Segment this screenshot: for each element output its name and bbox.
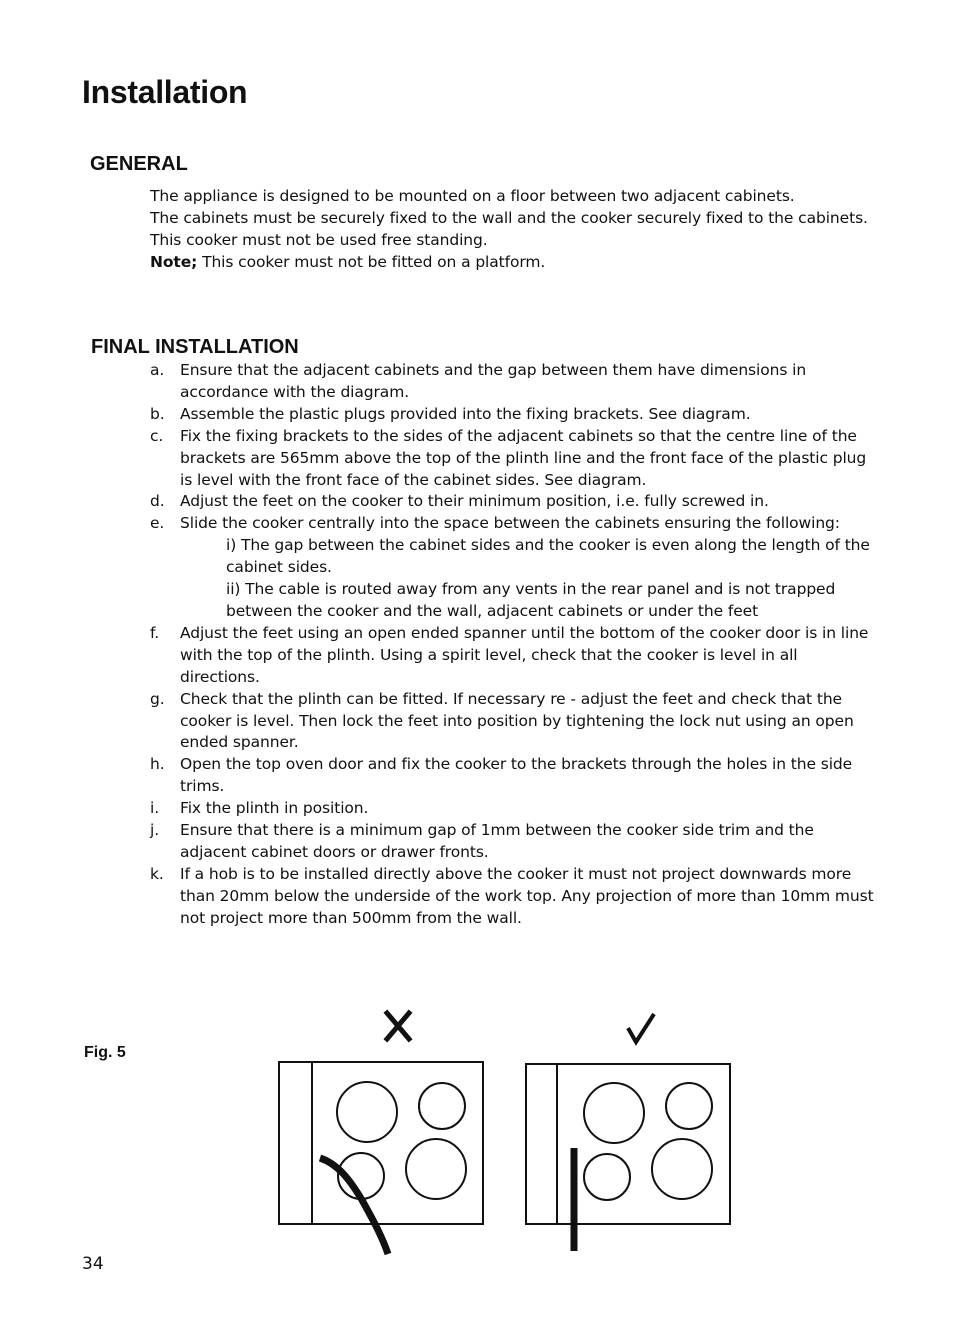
step-sub-item: i) The gap between the cabinet sides and the cooker is even along the length of the cabinet sides. bbox=[226, 536, 870, 577]
step-text: Adjust the feet on the cooker to their minimum position, i.e. fully screwed in. bbox=[180, 492, 769, 511]
step-letter: g. bbox=[150, 689, 165, 708]
burner bbox=[666, 1083, 712, 1129]
final-installation-heading: FINAL INSTALLATION bbox=[91, 336, 299, 358]
page-number: 34 bbox=[82, 1254, 104, 1274]
step-item bbox=[150, 820, 874, 864]
note-label: Note; bbox=[150, 252, 198, 271]
burner bbox=[584, 1083, 644, 1143]
general-note bbox=[150, 252, 870, 274]
general-paragraph: The cabinets must be securely fixed to the wall and the cooker securely fixed to the cabinets. bbox=[150, 208, 868, 227]
step-letter: b. bbox=[150, 404, 165, 423]
step-text: Fix the plinth in position. bbox=[180, 799, 369, 818]
step-sub-item: ii) The cable is routed away from any vents in the rear panel and is not trapped between the cooker and the wall, adjacent cabinets or under the feet bbox=[226, 580, 836, 620]
step-letter: a. bbox=[150, 361, 165, 379]
step-text: Slide the cooker centrally into the space between the cabinets ensuring the following: bbox=[180, 514, 840, 533]
step-item bbox=[150, 623, 874, 689]
step-text: If a hob is to be installed directly above the cooker it must not project downwards more than 20mm below the underside of the work top. Any projection of more than 10mm must not project more than 500mm from the wall. bbox=[180, 864, 874, 927]
cross-icon bbox=[387, 1013, 409, 1039]
burner bbox=[337, 1082, 397, 1142]
hob-panel-incorrect bbox=[279, 1062, 483, 1224]
step-text: Check that the plinth can be fitted. If necessary re - adjust the feet and check that the cooker is level. Then lock the feet into position by tightening the lock nut using an open ended spanner. bbox=[180, 689, 854, 752]
final-installation-steps bbox=[150, 360, 874, 930]
step-letter: d. bbox=[150, 492, 165, 511]
step-letter: j. bbox=[150, 821, 160, 840]
step-letter: c. bbox=[150, 426, 164, 445]
burner bbox=[652, 1139, 712, 1199]
check-icon bbox=[628, 1014, 654, 1042]
step-text: Ensure that the adjacent cabinets and the gap between them have dimensions in accordance with the diagram. bbox=[180, 361, 807, 401]
hob-panel-correct bbox=[526, 1064, 730, 1224]
step-item bbox=[150, 360, 874, 404]
step-text: Assemble the plastic plugs provided into the fixing brackets. See diagram. bbox=[180, 404, 751, 423]
step-letter: h. bbox=[150, 755, 165, 774]
step-item bbox=[150, 754, 874, 798]
step-item bbox=[150, 798, 874, 820]
step-item bbox=[150, 404, 874, 426]
step-item bbox=[150, 491, 874, 513]
general-paragraph: This cooker must not be used free standing. bbox=[150, 230, 488, 249]
step-text: Adjust the feet using an open ended spanner until the bottom of the cooker door is in line with the top of the plinth. Using a spirit level, check that the cooker is level in all directions. bbox=[180, 623, 869, 686]
step-letter: i. bbox=[150, 799, 160, 818]
step-letter: e. bbox=[150, 514, 165, 533]
general-section bbox=[150, 186, 870, 274]
step-letter: k. bbox=[150, 864, 164, 883]
step-text: Fix the fixing brackets to the sides of the adjacent cabinets so that the centre line of the brackets are 565mm above the top of the plinth line and the front face of the plastic plug is level with the front face of the cabinet sides. See diagram. bbox=[180, 426, 867, 489]
burner bbox=[584, 1154, 630, 1200]
step-item bbox=[150, 864, 874, 930]
step-item bbox=[150, 689, 874, 755]
step-item bbox=[150, 513, 874, 623]
cable-routing-figure bbox=[270, 1008, 740, 1258]
note-text: This cooker must not be fitted on a platform. bbox=[197, 252, 546, 271]
general-heading: GENERAL bbox=[90, 153, 188, 175]
general-paragraph: The appliance is designed to be mounted on a floor between two adjacent cabinets. bbox=[150, 187, 795, 205]
cable-incorrect bbox=[320, 1158, 388, 1254]
step-letter: f. bbox=[150, 623, 160, 642]
burner bbox=[419, 1083, 465, 1129]
step-text: Ensure that there is a minimum gap of 1mm between the cooker side trim and the adjacent cabinet doors or drawer fronts. bbox=[180, 821, 814, 861]
page-title: Installation bbox=[82, 74, 248, 110]
burner bbox=[406, 1139, 466, 1199]
step-text: Open the top oven door and fix the cooker to the brackets through the holes in the side trims. bbox=[180, 755, 853, 796]
step-item bbox=[150, 426, 874, 492]
figure-label: Fig. 5 bbox=[84, 1044, 126, 1061]
